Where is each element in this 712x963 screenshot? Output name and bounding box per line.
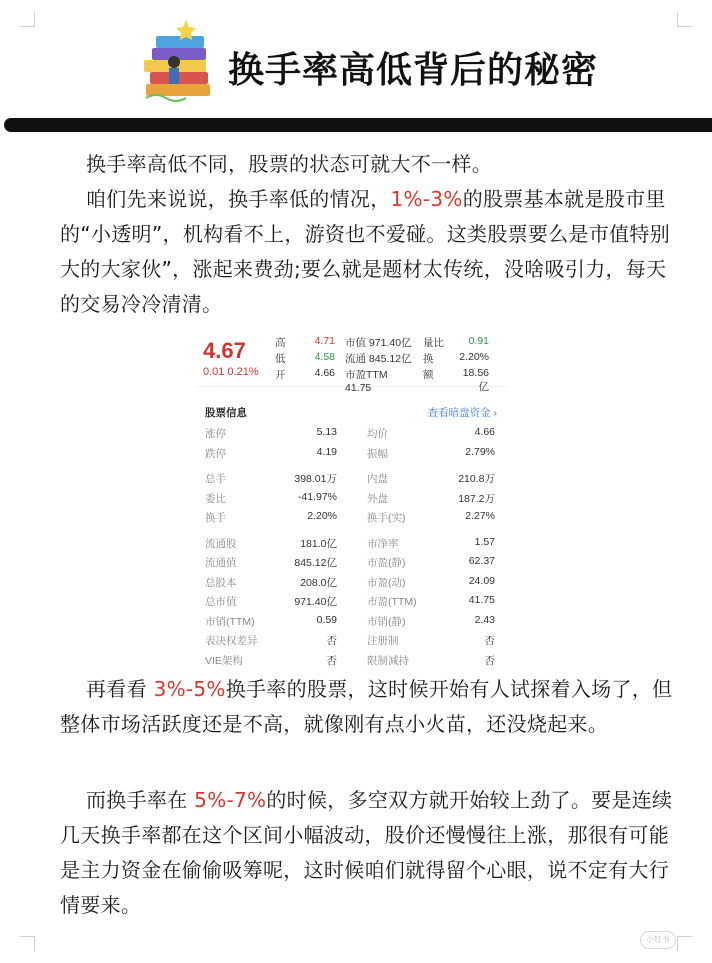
watermark: 小红书: [640, 931, 676, 949]
title-divider: [4, 118, 712, 132]
page-title: 换手率高低背后的秘密: [228, 50, 599, 91]
info-row: 总手 398.01万 内盘 210.8万: [205, 473, 495, 485]
info-row: 流通值 845.12亿 市盈(静) 62.37: [205, 555, 495, 569]
info-row: 换手 2.20% 换手(实) 2.27%: [205, 510, 495, 524]
current-price: 4.67: [203, 338, 246, 363]
info-row: VIE架构 否 限制减持 否: [205, 654, 495, 667]
paragraph-mid-turnover: 再看看 3%-5%换手率的股票，这时候开始有人试探着入场了，但整体市场活跃度还是不高，就像刚有点小火苗，还没烧起来。: [60, 677, 673, 736]
info-row: 流通股 181.0亿 市净率 1.57: [205, 535, 495, 550]
info-row: 总市值 971.40亿 市盈(TTM) 41.75: [205, 594, 495, 608]
quote-header: [197, 330, 507, 394]
corner-mark: [677, 936, 692, 951]
info-row: 市销(TTM) 0.59 市销(静) 2.43: [205, 613, 495, 628]
paragraph-high-turnover: 而换手率在 5%-7%的时候，多空双方就开始较上劲了。要是连续几天换手率都在这个区间小幅波动，股价还慢慢往上涨，那很有可能是主力资金在偷偷吸筹呢，这时候咱们就得留个心眼，说不定有大行情要来。: [60, 788, 673, 917]
info-row: 跌停 4.19 振幅 2.79%: [205, 445, 495, 460]
stock-info-header: [197, 401, 507, 423]
price-change: 0.01 0.21%: [203, 366, 259, 378]
corner-mark: [677, 12, 692, 27]
info-row: 表决权差异 否 注册制 否: [205, 635, 495, 647]
highlight-range: 5%-7%: [194, 788, 267, 812]
paragraph-intro: 换手率高低不同，股票的状态可就大不一样。: [86, 152, 492, 176]
quote-row: 高 4.71 市值 971.40亿 量比 0.91: [275, 335, 489, 349]
info-row: 总股本 208.0亿 市盈(动) 24.09: [205, 574, 495, 589]
dark-pool-link[interactable]: 查看暗盘资金 ›: [427, 407, 497, 419]
quote-row: 开 4.66 市盈TTM 41.75 额 18.56亿: [275, 367, 489, 394]
highlight-range: 1%-3%: [390, 187, 463, 211]
info-row: 涨停 5.13 均价 4.66: [205, 426, 495, 440]
highlight-range: 3%-5%: [153, 677, 226, 701]
quote-row: 低 4.58 流通 845.12亿 换 2.20%: [275, 351, 489, 365]
section-title: 股票信息: [205, 407, 247, 419]
info-row: 委比 -41.97% 外盘 187.2万: [205, 490, 495, 505]
book-stack-icon: [140, 14, 218, 104]
corner-mark: [20, 12, 35, 27]
corner-mark: [20, 936, 35, 951]
stock-quote-card: [197, 330, 507, 667]
paragraph-low-turnover: 咱们先来说说，换手率低的情况，1%-3%的股票基本就是股市里的“小透明”，机构看不上，游资也不爱碰。这类股票要么是市值特别大的大家伙”，涨起来费劲;要么就是题材太传统，没啥吸引力，每天的交易冷冷清清。: [60, 187, 671, 316]
